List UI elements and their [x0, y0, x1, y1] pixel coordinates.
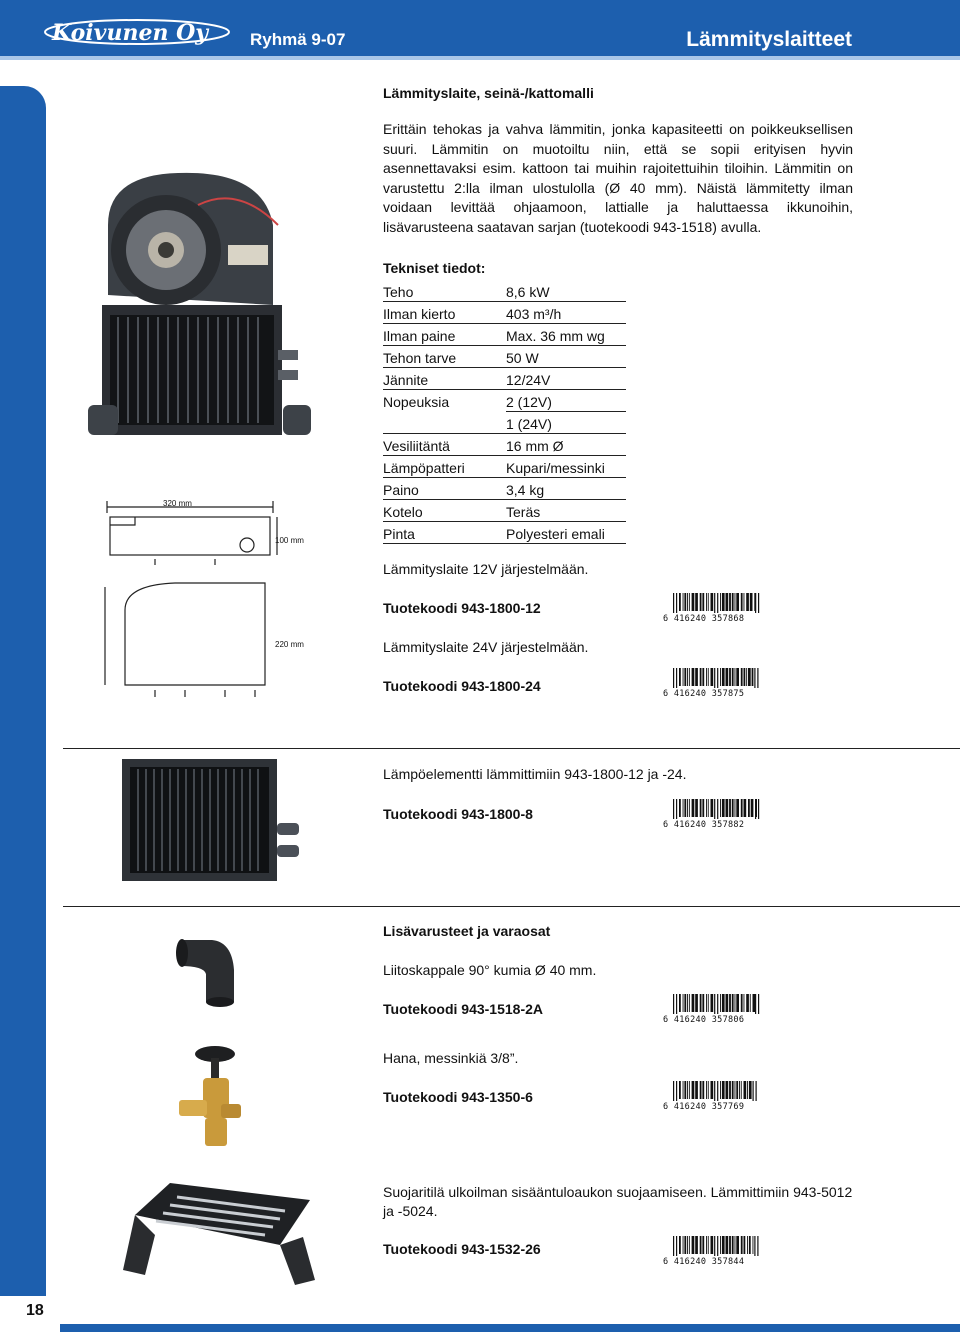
- elbow-connector-photo: [172, 930, 242, 1010]
- spec-row: [383, 368, 626, 390]
- page-number: 18: [26, 1302, 44, 1319]
- heat-element-photo: [112, 755, 312, 885]
- barcode-943-1800-24: [663, 668, 763, 700]
- section-divider: [63, 748, 960, 749]
- specs-title: Tekniset tiedot:: [383, 260, 486, 276]
- spec-value: 50 W: [506, 346, 626, 368]
- barcode-number: 6 416240 357868: [663, 614, 745, 624]
- company-logo: [42, 10, 232, 50]
- spec-label: Kotelo: [383, 500, 506, 522]
- heater-photo: [88, 165, 313, 445]
- spec-row: [383, 302, 626, 324]
- spec-label: Ilman paine: [383, 324, 506, 346]
- bottom-bar: [60, 1324, 960, 1332]
- barcode-bars: [663, 799, 763, 819]
- barcode-number: 6 416240 357806: [663, 1015, 745, 1025]
- group-label: Ryhmä 9-07: [250, 30, 346, 49]
- spec-value: 403 m³/h: [506, 302, 626, 324]
- variant-12v-code: Tuotekoodi 943-1800-12: [383, 600, 541, 616]
- spec-label: Jännite: [383, 368, 506, 390]
- specs-table: [383, 280, 626, 544]
- sidebar-bar: [0, 86, 46, 1332]
- valve-photo: [175, 1040, 250, 1150]
- barcode-number: 6 416240 357882: [663, 820, 745, 830]
- dim-width-label: 320 mm: [163, 499, 192, 508]
- barcode-number: 6 416240 357769: [663, 1102, 745, 1112]
- spec-value: 3,4 kg: [506, 478, 626, 500]
- spec-row: [383, 390, 626, 412]
- element-text: Lämpöelementti lämmittimiin 943-1800-12 ja -24.: [383, 766, 687, 782]
- category-title: Lämmityslaitteet: [686, 28, 852, 51]
- barcode-943-1800-12: [663, 593, 763, 625]
- variant-12v-text: Lämmityslaite 12V järjestelmään.: [383, 561, 589, 577]
- protective-grille-photo: [115, 1175, 320, 1295]
- heater-title: Lämmityslaite, seinä-/kattomalli: [383, 85, 594, 101]
- spec-value: Kupari/messinki: [506, 456, 626, 478]
- spec-label: Teho: [383, 280, 506, 302]
- variant-24v-code: Tuotekoodi 943-1800-24: [383, 678, 541, 694]
- heater-description: Erittäin tehokas ja vahva lämmitin, jonka kapasiteetti on poikkeuksellisen suuri. Lämmitin on muotoiltu niin, että se sopii erityisen hyvin asennettavaksi esim. kattoon tai muihin rajoitettuihin tiloihin. Lämmitin on varustettu 2:lla ilman ulostulolla (Ø 40 mm). Näistä lämmitetty ilman voidaan levittää ohjaamoon, lattialle ja haluttaessa ikkunoihin, lisävarusteena saatavan sarjan (tuotekoodi 943-1518) avulla.: [383, 121, 853, 235]
- barcode-number: 6 416240 357875: [663, 689, 745, 699]
- spec-label: Vesiliitäntä: [383, 434, 506, 456]
- valve-code: Tuotekoodi 943-1350-6: [383, 1089, 533, 1105]
- barcode-number: 6 416240 357844: [663, 1257, 745, 1267]
- spec-label: Pinta: [383, 522, 506, 544]
- spec-row: [383, 412, 626, 434]
- spec-row: [383, 500, 626, 522]
- grille-code: Tuotekoodi 943-1532-26: [383, 1241, 541, 1257]
- spec-label: Tehon tarve: [383, 346, 506, 368]
- spec-label: Paino: [383, 478, 506, 500]
- barcode-bars: [663, 593, 763, 613]
- barcode-943-1800-8: [663, 799, 763, 831]
- spec-row: [383, 346, 626, 368]
- page-header: [0, 0, 960, 60]
- spec-value: 16 mm Ø: [506, 434, 626, 456]
- dim-height-label: 100 mm: [275, 536, 304, 545]
- heater-dimension-drawing: [95, 495, 320, 720]
- spec-row: [383, 456, 626, 478]
- spec-value: Max. 36 mm wg: [506, 324, 626, 346]
- spec-row: [383, 478, 626, 500]
- spec-label: Ilman kierto: [383, 302, 506, 324]
- elbow-code: Tuotekoodi 943-1518-2A: [383, 1001, 544, 1017]
- elbow-text: Liitoskappale 90° kumia Ø 40 mm.: [383, 962, 597, 978]
- spec-value: 1 (24V): [506, 412, 626, 434]
- spec-row: [383, 280, 626, 302]
- barcode-943-1350-6: [663, 1081, 763, 1113]
- barcode-bars: [663, 1236, 763, 1256]
- spec-label: Nopeuksia: [383, 394, 450, 410]
- spec-label: [383, 412, 506, 434]
- spec-value: 2 (12V): [506, 390, 626, 412]
- barcode-943-1518-2A: [663, 994, 763, 1026]
- barcode-bars: [663, 1081, 763, 1101]
- barcode-943-1532-26: [663, 1236, 763, 1268]
- section-divider: [63, 906, 960, 907]
- spec-row: [383, 434, 626, 456]
- spec-value: 8,6 kW: [506, 280, 626, 302]
- element-code: Tuotekoodi 943-1800-8: [383, 806, 533, 822]
- barcode-bars: [663, 668, 763, 688]
- grille-text: Suojaritilä ulkoilman sisääntuloaukon suojaamiseen. Lämmittimiin 943-5012 ja -5024.: [383, 1184, 853, 1219]
- spec-row: [383, 522, 626, 544]
- variant-24v-text: Lämmityslaite 24V järjestelmään.: [383, 639, 589, 655]
- spec-value: 12/24V: [506, 368, 626, 390]
- spec-value: Polyesteri emali: [506, 522, 626, 544]
- svg-text:Koivunen Oy: Koivunen Oy: [52, 20, 209, 46]
- spec-row: [383, 324, 626, 346]
- spec-label: Lämpöpatteri: [383, 456, 506, 478]
- barcode-bars: [663, 994, 763, 1014]
- accessories-title: Lisävarusteet ja varaosat: [383, 923, 551, 939]
- spec-value: Teräs: [506, 500, 626, 522]
- dim-depth-label: 220 mm: [275, 640, 304, 649]
- valve-text: Hana, messinkiä 3/8”.: [383, 1050, 519, 1066]
